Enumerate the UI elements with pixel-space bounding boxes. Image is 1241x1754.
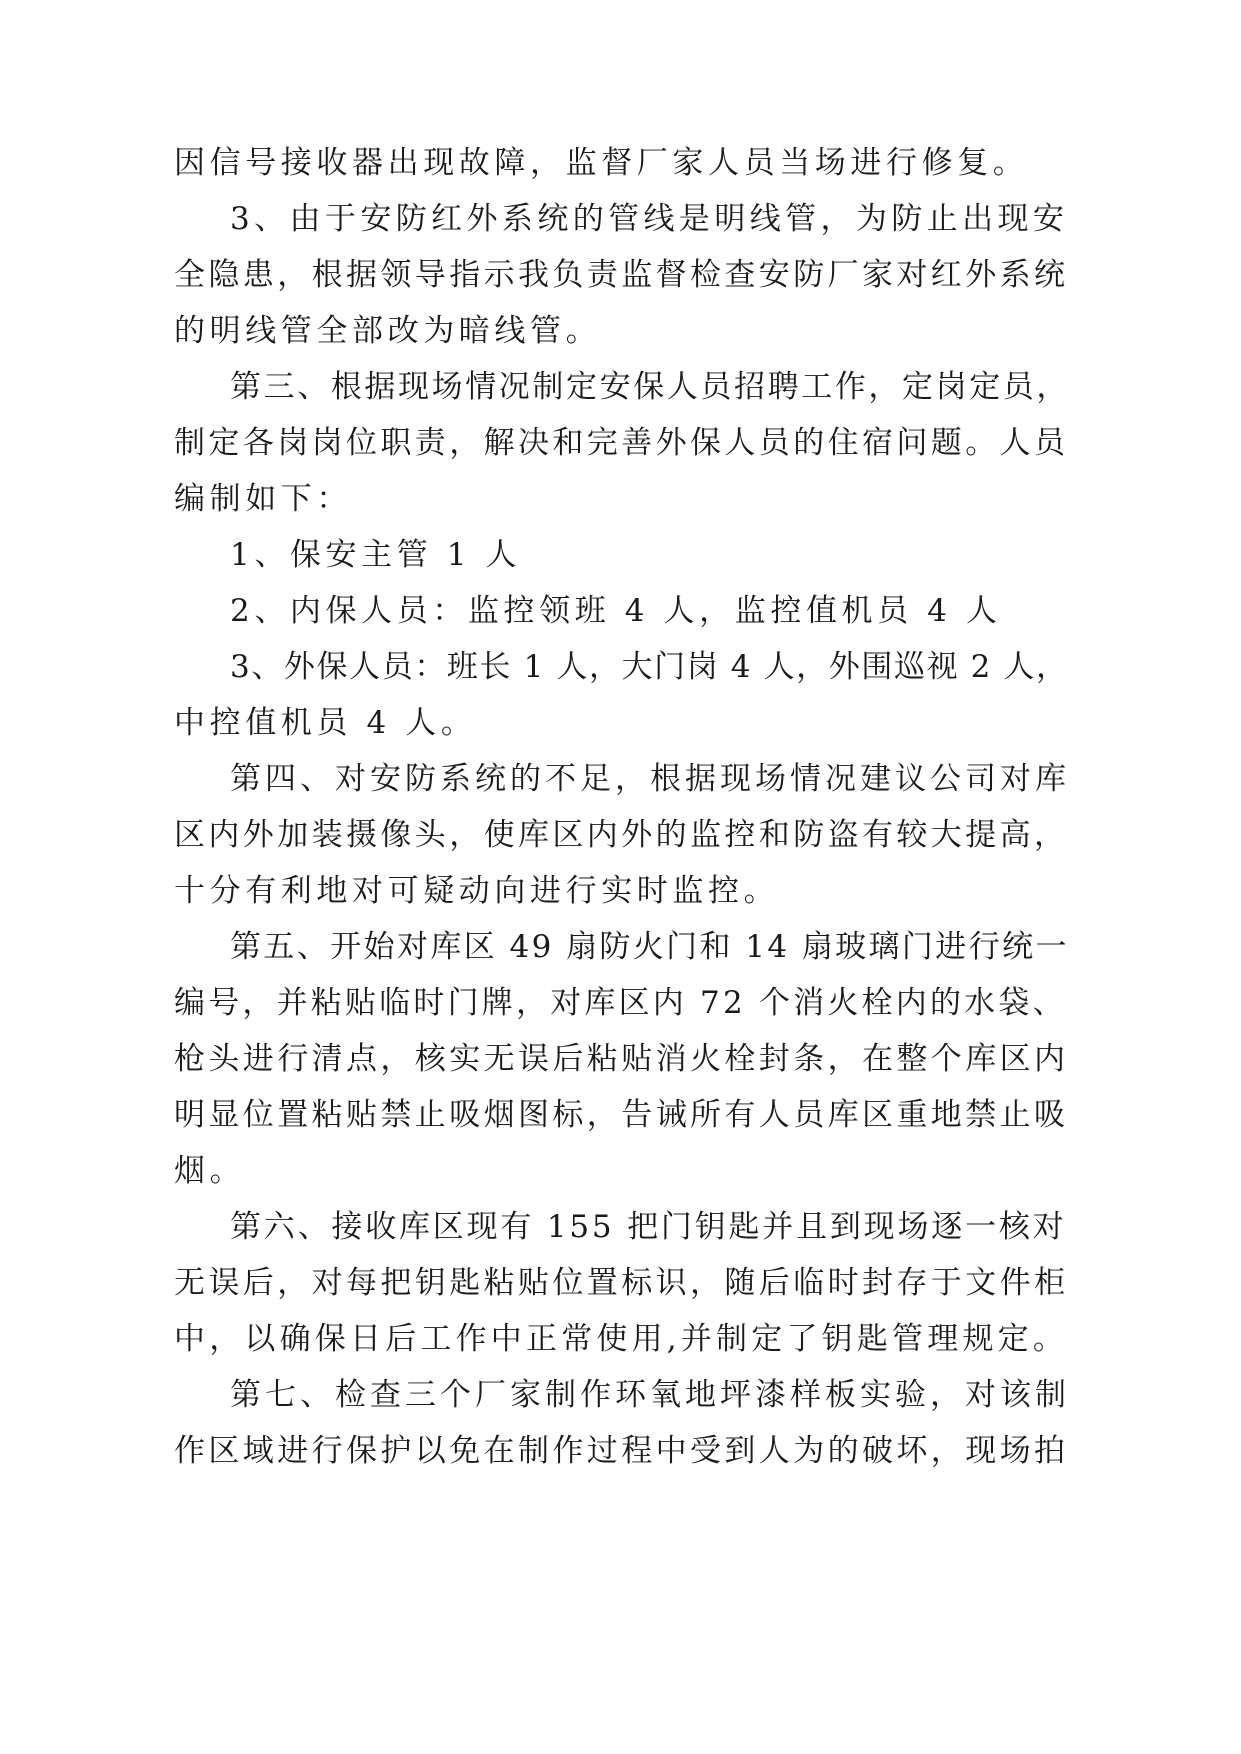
text-line: 编号，并粘贴临时门牌，对库区内 72 个消火栓内的水袋、 xyxy=(174,985,1067,1021)
text-line: 中，以确保日后工作中正常使用,并制定了钥匙管理规定。 xyxy=(174,1321,1069,1357)
text-line: 无误后，对每把钥匙粘贴位置标识，随后临时封存于文件柜 xyxy=(174,1265,1069,1301)
text-line: 因信号接收器出现故障，监督厂家人员当场进行修复。 xyxy=(174,145,1029,181)
text-line: 十分有利地对可疑动向进行实时监控。 xyxy=(174,873,780,909)
text-line: 制定各岗岗位职责，解决和完善外保人员的住宿问题。人员 xyxy=(174,425,1069,461)
text-line: 3、由于安防红外系统的管线是明线管，为防止出现安 xyxy=(230,201,1069,237)
text-line: 编制如下： xyxy=(174,481,352,517)
text-line: 作区域进行保护以免在制作过程中受到人为的破坏，现场拍 xyxy=(174,1433,1069,1469)
text-line: 全隐患，根据领导指示我负责监督检查安防厂家对红外系统 xyxy=(174,257,1069,293)
text-line: 第三、根据现场情况制定安保人员招聘工作，定岗定员， xyxy=(230,369,1070,405)
text-line: 1、保安主管 1 人 xyxy=(230,537,522,573)
text-line: 烟。 xyxy=(174,1153,246,1189)
text-line: 区内外加装摄像头，使库区内外的监控和防盗有较大提高， xyxy=(174,817,1069,853)
text-line: 中控值机员 4 人。 xyxy=(174,705,477,741)
text-line: 第七、检查三个厂家制作环氧地坪漆样板实验，对该制 xyxy=(230,1377,1070,1413)
text-line: 枪头进行清点，核实无误后粘贴消火栓封条，在整个库区内 xyxy=(174,1041,1069,1077)
text-line: 2、内保人员：监控领班 4 人，监控值机员 4 人 xyxy=(230,593,1002,629)
text-line: 的明线管全部改为暗线管。 xyxy=(174,313,602,349)
text-line: 第五、开始对库区 49 扇防火门和 14 扇玻璃门进行统一 xyxy=(230,929,1069,965)
text-line: 第六、接收库区现有 155 把门钥匙并且到现场逐一核对 xyxy=(230,1209,1067,1245)
text-line: 3、外保人员：班长 1 人，大门岗 4 人，外围巡视 2 人， xyxy=(230,649,1069,685)
text-line: 明显位置粘贴禁止吸烟图标，告诫所有人员库区重地禁止吸 xyxy=(174,1097,1069,1133)
text-line: 第四、对安防系统的不足，根据现场情况建议公司对库 xyxy=(230,761,1070,797)
